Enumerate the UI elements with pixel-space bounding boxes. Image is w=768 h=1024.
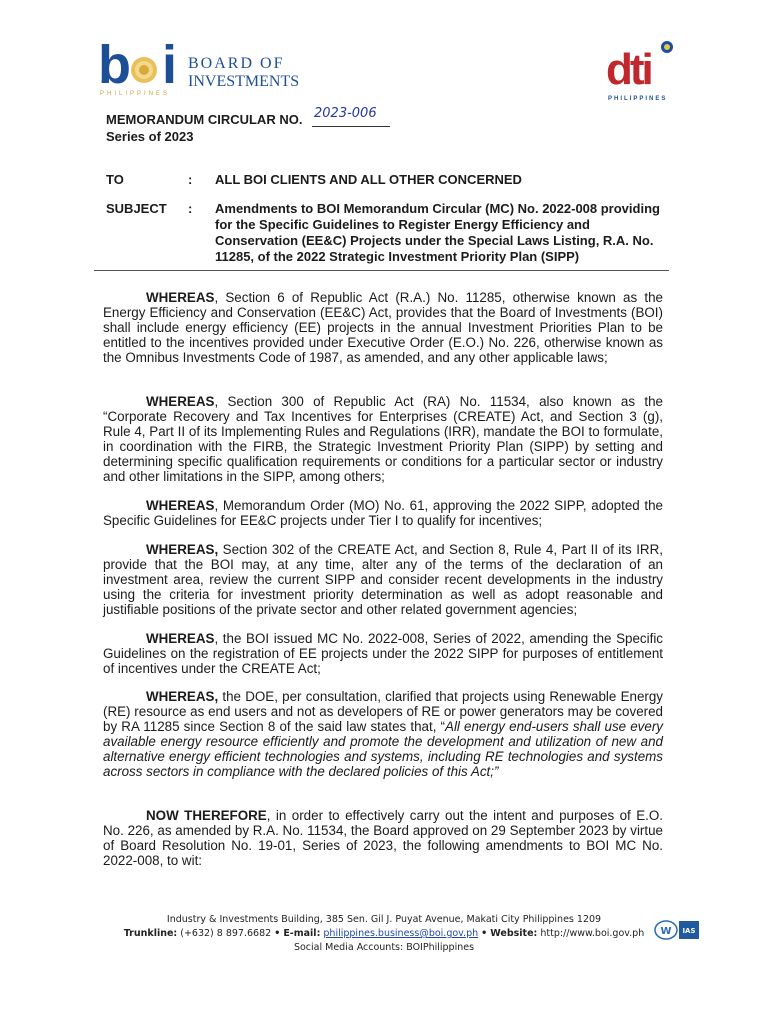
trunkline-number: (+632) 8 897.6682 (180, 928, 272, 939)
footer (0, 913, 768, 955)
iso-certification-icon (654, 920, 700, 940)
dti-logo-word: dti (606, 45, 651, 94)
dti-logo (606, 40, 682, 102)
paragraph-text: , Section 300 of Republic Act (RA) No. 11534, also known as the “Corporate Recovery and Tax Incentives for Enterprises (CREATE) Act, and Section 3 (g), Rule 4, Part II of its Implementing Rules and Regulations (IRR), mandate the BOI to formulate, in coordination with the FIRB, the Strategic Investment Priority Plan (SIPP) by setting and determining specific qualification requirements or conditions for a particular sector or industry and other limitations in the SIPP, among others; (103, 394, 663, 484)
paragraph-4 (103, 543, 663, 618)
dti-seal-icon (660, 40, 674, 54)
paragraph-lead: WHEREAS (146, 394, 215, 409)
paragraph-lead: WHEREAS (146, 631, 215, 646)
to-label: TO (106, 172, 124, 187)
paragraph-lead: WHEREAS, (146, 542, 219, 557)
paragraph-quote: All energy end-users shall use every available energy resource efficiently and promote the development and utilization of new and alternative energy efficient technologies and systems, including RE technologies and systems across sectors in compliance with the declared policies of this Act;” (103, 718, 663, 779)
footer-address: Industry & Investments Building, 385 Sen. Gil J. Puyat Avenue, Makati City Philippines 1209 (166, 914, 602, 925)
boi-logo-letter-i: i (162, 35, 178, 95)
paragraph-text: , the BOI issued MC No. 2022-008, Series of 2022, amending the Specific Guidelines on the registration of EE projects under the 2022 SIPP for purposes of entitlement of incentives under the CREATE Act; (103, 631, 663, 676)
circular-label: MEMORANDUM CIRCULAR NO. (106, 112, 303, 127)
trunkline-label: Trunkline: (123, 928, 178, 939)
circular-number: 2023-006 (314, 106, 377, 121)
footer-social: Social Media Accounts: BOIPhilippines (293, 942, 475, 953)
header-divider (94, 270, 669, 271)
paragraph-text: the DOE, per consultation, clarified that projects using Renewable Energy (RE) resource as end users and not as developers of RE or power generators may be covered by RA 11285 since Section 8 of the said law states that, “ (103, 689, 663, 734)
to-colon: : (188, 172, 193, 187)
series: Series of 2023 (106, 129, 194, 144)
website-label: Website: (490, 928, 538, 939)
paragraph-5 (103, 632, 663, 677)
boi-logo-investments: INVESTMENTS (188, 73, 300, 90)
email-label: E-mail: (283, 928, 321, 939)
paragraph-lead: WHEREAS (146, 498, 215, 513)
dti-logo-country: PHILIPPINES (608, 96, 668, 102)
to-value: ALL BOI CLIENTS AND ALL OTHER CONCERNED (215, 172, 522, 187)
paragraph-lead: WHEREAS (146, 290, 215, 305)
subject-label: SUBJECT (106, 201, 167, 216)
boi-logo-letter-b: b (98, 35, 129, 95)
iso-logo-right-text: IAS (682, 927, 696, 935)
paragraph-lead: WHEREAS, (146, 689, 219, 704)
paragraph-7 (103, 809, 663, 869)
paragraph-6 (103, 690, 663, 779)
paragraph-3 (103, 499, 663, 529)
bullet-separator: • (274, 928, 281, 939)
footer-contacts (0, 927, 768, 941)
paragraph-lead: NOW THEREFORE (146, 808, 267, 823)
iso-logo-left-text: W (660, 926, 672, 937)
website-link[interactable]: http://www.boi.gov.ph (540, 928, 645, 939)
paragraph-text: , in order to effectively carry out the intent and purposes of E.O. No. 226, as amended by R.A. No. 11534, the Board approved on 29 September 2023 by virtue of Board Resolution No. 19-01, Series of 2023, the following amendments to BOI MC No. 2022-008, to wit: (103, 808, 663, 868)
paragraph-text: , Memorandum Order (MO) No. 61, approving the 2022 SIPP, adopted the Specific Guidelines for EE&C projects under Tier I to qualify for incentives; (103, 498, 663, 528)
boi-logo-country: PHILIPPINES (100, 91, 171, 97)
paragraph-text: , Section 6 of Republic Act (R.A.) No. 11285, otherwise known as the Energy Efficiency and Conservation (EE&C) Act, provides that the Board of Investments (BOI) shall include energy efficiency (EE) projects in the annual Investment Priorities Plan to be entitled to the incentives provided under Executive Order (E.O.) No. 226, otherwise known as the Omnibus Investments Code of 1987, as amended, and any other applicable laws; (103, 290, 663, 365)
circular-number-underline (312, 126, 390, 127)
subject-colon: : (188, 201, 193, 216)
email-link[interactable]: philippines.business@boi.gov.ph (323, 928, 479, 939)
paragraph-text: Section 302 of the CREATE Act, and Section 8, Rule 4, Part II of its IRR, provide that the BOI may, at any time, alter any of the terms of the declaration of an investment area, review the current SIPP and consider recent developments in the industry using the criteria for investment priority determination as well as adopt reasonable and justifiable positions of the private sector and other related government agencies; (103, 542, 663, 617)
paragraph-2 (103, 395, 663, 484)
subject-value: Amendments to BOI Memorandum Circular (MC) No. 2022-008 providing for the Specific Guidelines to Register Energy Efficiency and Conservation (EE&C) Projects under the Special Laws Listing, R.A. No. 11285, of the 2022 Strategic Investment Priority Plan (SIPP) (215, 201, 660, 264)
bullet-separator: • (481, 928, 488, 939)
boi-logo (98, 35, 300, 102)
boi-logo-board-of: BOARD OF (188, 55, 285, 72)
paragraph-1 (103, 291, 663, 366)
boi-sun-icon (130, 56, 158, 84)
